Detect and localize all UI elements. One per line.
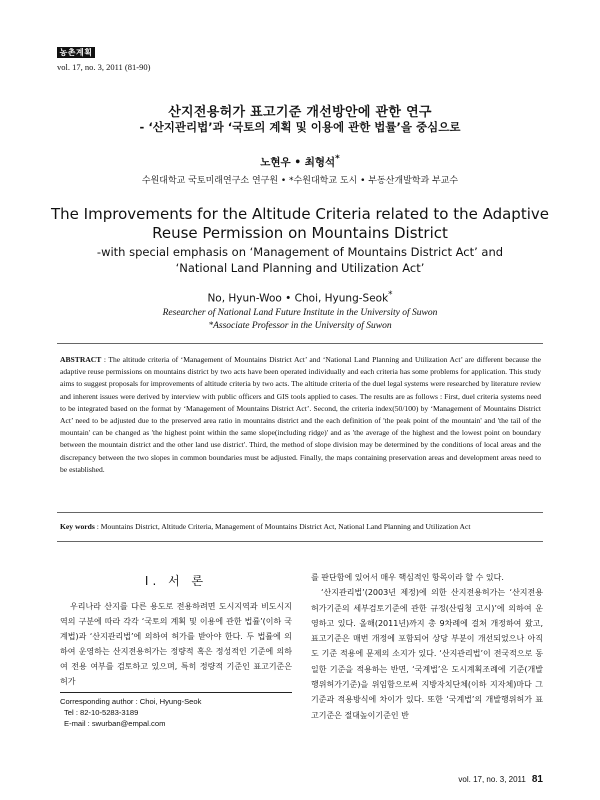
body-left-column: 우리나라 산지를 다른 용도로 전용하려면 도시지역과 비도시지역의 구분에 따라 각각 ‘국토의 계획 및 이용에 관한 법률’(이하 국계법)과 ‘산지관리법’에 의하여 허가를 받아야 한다. 두 법률에 의하여 운영하는 산지전용허가는 정량적 혹은 정성적인 기준에 의하여 전용 여부를 검토하고 있으며, 특히 정량적 기준인 표고기준은 허가: [60, 602, 292, 686]
abstract-text: : The altitude criteria of ‘Management of Mountains District Act’ and ‘National Land Planning and Utilization Act’ are different because the adaptive reuse permissions on mountains district by two acts have been operated individually and each criteria has some problems for application. This study aims to suggest proposals for improvements of altitude criteria by two acts. The altitude criteria of the duel legal systems were researched by literature review and inherent issues were derived by interview with public officers and GIS tools applied to cases. The results are as follows : First, duel criteria systems need to be integrated based on the format by ‘Management of Mountains District Act’. Second, the criteria index(50/100) by ‘Management of Mountains District Act’ need to be adjusted due to the preserved area ratio in mountains district and the each definition of 'the peak point of the mountain' and 'the tail of the mountain' can be changed as 'the highest point within the same slope(including ridge)' and as 'the average of the highest and the lowest point on boundary between the mountain district and the other land use district'. Third, the method of slope division may be determined by the conditions of local areas and the discrepancy between the two slopes in common boundaries must be adjusted. Finally, the maps containing preservation areas and development areas need to be established.: [60, 355, 542, 474]
abstract: [60, 354, 541, 476]
keywords-text: : Mountains District, Altitude Criteria, Management of Mountains District Act, National Land Planning and Utilization Act: [96, 522, 471, 531]
keywords-rule: [57, 541, 543, 542]
abstract-label: ABSTRACT: [60, 355, 102, 364]
english-authors-mark: *: [388, 290, 393, 300]
korean-authors: [0, 154, 600, 170]
korean-affiliation: 수원대학교 국토미래연구소 연구원 • *수원대학교 도시 • 부동산개발학과 부교수: [141, 176, 459, 186]
section-heading: Ⅰ. 서 론: [144, 574, 208, 588]
english-affiliation-line1: Researcher of National Land Future Institute in the University of Suwon: [162, 308, 438, 318]
page-footer: [458, 774, 543, 785]
body-right-column: [311, 570, 543, 723]
keywords-label: Key words: [60, 522, 95, 531]
body-right-para1: 를 판단함에 있어서 매우 핵심적인 항목이라 할 수 있다.: [311, 573, 504, 582]
english-authors-names: No, Hyun-Woo • Choi, Hyung-Seok: [207, 292, 389, 305]
body-right-para2: ‘산지관리법’(2003년 제정)에 의한 산지전용허가는 ‘산지전용허가기준의 세부검토기준에 관한 규정(산림청 고시)’에 의하여 운영하고 있다. 올해(2011년)까지 총 9차례에 걸쳐 개정하여 왔고, 표고기준은 매번 개정에 포함되어 상당 부분이 개선되었으나 아직도 기준 적용에 문제의 소지가 있다. ‘산지관리법’이 전국적으로 동일한 기준을 적용하는 반면, ‘국계법’은 도시계획조례에 기준(개발행위허가기준)을 위임함으로써 지방자치단체(이하 지자체)마다 그 기준과 적용방식에 차이가 있다. 또한 ‘국계법’의 개발행위허가 표고기준은 절대높이기준인 반: [311, 588, 543, 720]
korean-authors-names: 노현우 • 최형석: [260, 156, 336, 169]
english-title-line2: Reuse Permission on Mountains District: [152, 224, 448, 242]
english-affiliation-line2: *Associate Professor in the University of Suwon: [208, 321, 392, 331]
english-subtitle-line1: -with special emphasis on ‘Management of Mountains District Act’ and: [96, 245, 504, 259]
volume-info: vol. 17, no. 3, 2011 (81-90): [57, 62, 151, 72]
english-subtitle-line2: ‘National Land Planning and Utilization Act’: [175, 261, 425, 275]
footnote: [60, 696, 292, 729]
footnote-rule: [60, 692, 292, 693]
footnote-author: Corresponding author : Choi, Hyung-Seok: [60, 697, 202, 706]
korean-subtitle: - ‘산지관리법’과 ‘국토의 계획 및 이용에 관한 법률’을 중심으로: [139, 120, 461, 134]
english-title-line1: The Improvements for the Altitude Criteria related to the Adaptive: [51, 205, 549, 223]
english-subtitle: [40, 244, 560, 276]
footnote-email: E-mail : swurban@empal.com: [64, 719, 166, 728]
english-title: [40, 205, 560, 243]
korean-authors-mark: *: [335, 154, 340, 164]
keywords: [60, 521, 541, 533]
journal-logo: 농촌계획: [57, 47, 95, 58]
page-number: 81: [531, 774, 543, 785]
korean-title: 산지전용허가 표고기준 개선방안에 관한 연구: [168, 105, 432, 120]
abstract-bottom-rule: [57, 512, 543, 513]
footer-volume: vol. 17, no. 3, 2011: [458, 775, 526, 784]
abstract-top-rule: [57, 343, 543, 344]
footnote-tel: Tel : 82-10-5283-3189: [64, 708, 139, 717]
english-affiliation: [0, 307, 600, 333]
english-authors: [0, 290, 600, 305]
